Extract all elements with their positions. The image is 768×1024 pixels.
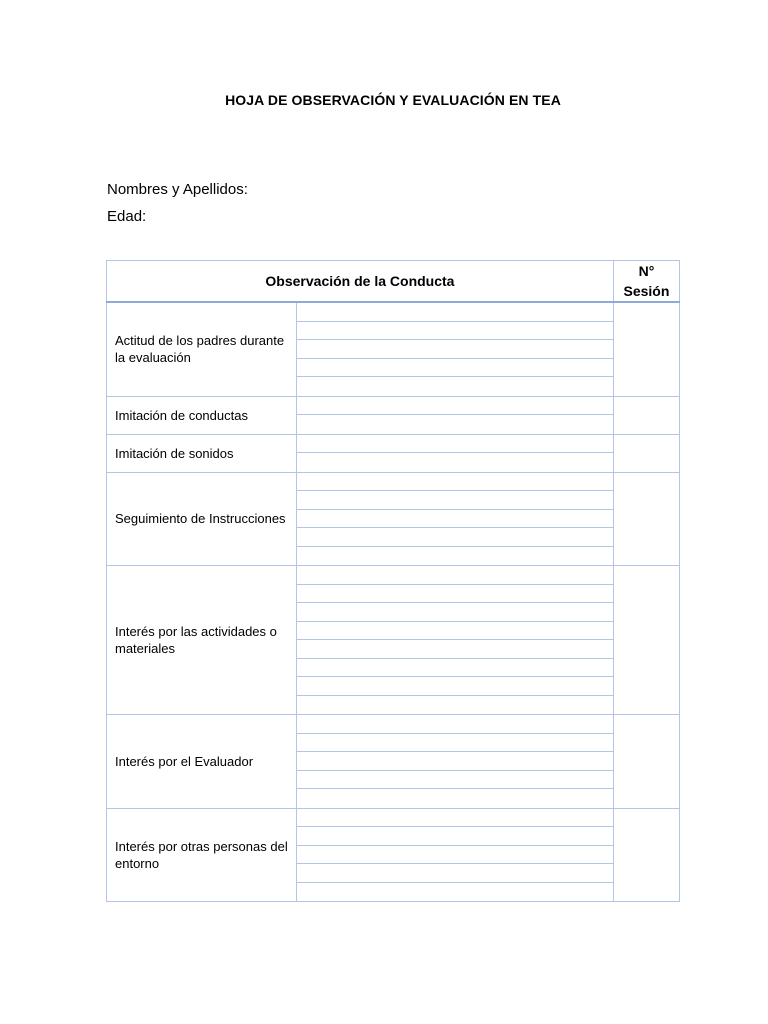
- session-cell[interactable]: [613, 715, 679, 809]
- session-cell[interactable]: [613, 434, 679, 472]
- table-row: [107, 715, 680, 809]
- session-cell[interactable]: [613, 472, 679, 566]
- observation-header: Observación de la Conducta: [107, 261, 614, 303]
- observation-line[interactable]: [297, 435, 613, 454]
- observation-line[interactable]: [297, 359, 613, 378]
- observation-lines: [297, 302, 614, 396]
- observation-line[interactable]: [297, 603, 613, 622]
- observation-line[interactable]: [297, 340, 613, 359]
- session-header-line2: Sesión: [623, 283, 670, 299]
- observation-lines: [297, 566, 614, 715]
- document-title: HOJA DE OBSERVACIÓN Y EVALUACIÓN EN TEA: [225, 92, 561, 108]
- observation-lines: [297, 396, 614, 434]
- session-header-line1: N°: [638, 263, 655, 279]
- table-row: [107, 396, 680, 434]
- session-cell[interactable]: [613, 566, 679, 715]
- observation-line[interactable]: [297, 659, 613, 678]
- observation-line[interactable]: [297, 734, 613, 753]
- observation-line[interactable]: [297, 677, 613, 696]
- session-cell[interactable]: [613, 302, 679, 396]
- behavior-label: Interés por las actividades o materiales: [107, 566, 297, 715]
- observation-line[interactable]: [297, 415, 613, 434]
- observation-line[interactable]: [297, 715, 613, 734]
- observation-line[interactable]: [297, 789, 613, 808]
- observation-line[interactable]: [297, 752, 613, 771]
- table-row: [107, 434, 680, 472]
- observation-line[interactable]: [297, 510, 613, 529]
- observation-line[interactable]: [297, 377, 613, 396]
- behavior-label: Interés por otras personas del entorno: [107, 808, 297, 902]
- observation-line[interactable]: [297, 397, 613, 416]
- observation-line[interactable]: [297, 547, 613, 566]
- observation-line[interactable]: [297, 846, 613, 865]
- observation-lines: [297, 472, 614, 566]
- behavior-label: Interés por el Evaluador: [107, 715, 297, 809]
- behavior-label: Actitud de los padres durante la evaluación: [107, 302, 297, 396]
- name-field-label: Nombres y Apellidos:: [107, 181, 248, 198]
- table-row: [107, 808, 680, 902]
- observation-line[interactable]: [297, 322, 613, 341]
- behavior-label: Imitación de conductas: [107, 396, 297, 434]
- observation-line[interactable]: [297, 771, 613, 790]
- observation-table: [106, 260, 680, 902]
- observation-line[interactable]: [297, 640, 613, 659]
- observation-line[interactable]: [297, 585, 613, 604]
- behavior-label: Seguimiento de Instrucciones: [107, 472, 297, 566]
- session-header: [613, 261, 679, 303]
- behavior-label: Imitación de sonidos: [107, 434, 297, 472]
- observation-lines: [297, 434, 614, 472]
- session-cell[interactable]: [613, 396, 679, 434]
- observation-line[interactable]: [297, 622, 613, 641]
- observation-lines: [297, 715, 614, 809]
- table-row: [107, 302, 680, 396]
- observation-line[interactable]: [297, 696, 613, 715]
- observation-line[interactable]: [297, 809, 613, 828]
- observation-line[interactable]: [297, 827, 613, 846]
- observation-line[interactable]: [297, 473, 613, 492]
- observation-line[interactable]: [297, 303, 613, 322]
- session-cell[interactable]: [613, 808, 679, 902]
- observation-line[interactable]: [297, 453, 613, 472]
- observation-line[interactable]: [297, 864, 613, 883]
- observation-line[interactable]: [297, 491, 613, 510]
- observation-line[interactable]: [297, 566, 613, 585]
- observation-line[interactable]: [297, 528, 613, 547]
- table-row: [107, 472, 680, 566]
- table-header-row: [107, 261, 680, 303]
- table-body: [107, 302, 680, 902]
- table-row: [107, 566, 680, 715]
- observation-lines: [297, 808, 614, 902]
- age-field-label: Edad:: [107, 208, 147, 225]
- observation-line[interactable]: [297, 883, 613, 902]
